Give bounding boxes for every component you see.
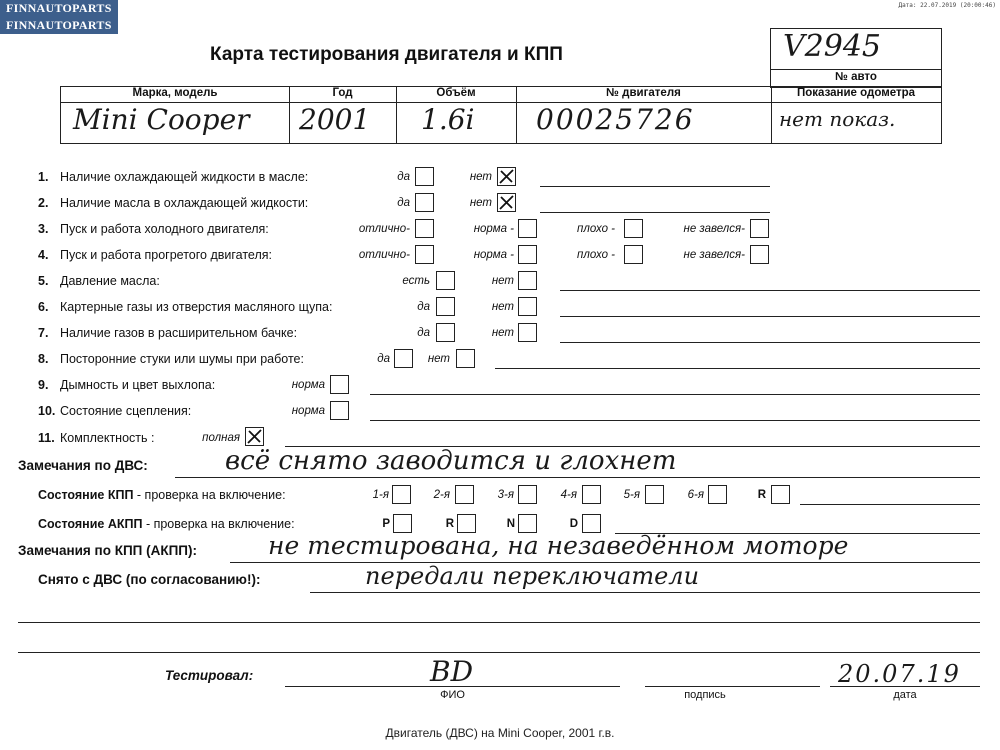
vehicle-volume: 1.6i bbox=[421, 103, 475, 136]
gear-label: 4-я bbox=[560, 489, 577, 501]
image-caption: Двигатель (ДВС) на Mini Cooper, 2001 г.в. bbox=[385, 726, 615, 740]
gear-r-checkbox[interactable] bbox=[771, 485, 790, 504]
check-mark-icon bbox=[246, 428, 263, 445]
blank-line bbox=[18, 652, 980, 653]
item-6: 6. Картерные газы из отверстия масляного щупа: bbox=[38, 300, 333, 314]
item-6-line bbox=[560, 316, 980, 317]
item-9-normal-checkbox[interactable] bbox=[330, 375, 349, 394]
item-5-no-checkbox[interactable] bbox=[518, 271, 537, 290]
removed-label: Снято с ДВС (по согласованию!): bbox=[38, 572, 261, 587]
item-1-yes-checkbox[interactable] bbox=[415, 167, 434, 186]
item-10: 10. Состояние сцепления: bbox=[38, 404, 192, 418]
item-4-option-label: не завелся- bbox=[683, 249, 745, 261]
item-10-option-label: норма bbox=[291, 405, 325, 417]
manual-check-label: Состояние КПП - проверка на включение: bbox=[38, 488, 286, 502]
auto-check-label: Состояние АКПП - проверка на включение: bbox=[38, 517, 295, 531]
item-3-option-label: отлично- bbox=[358, 223, 410, 235]
header-year: Год bbox=[332, 87, 353, 99]
item-7-no-checkbox[interactable] bbox=[518, 323, 537, 342]
item-4: 4. Пуск и работа прогретого двигателя: bbox=[38, 248, 272, 262]
check-mark-icon bbox=[498, 168, 515, 185]
item-6-option-label: нет bbox=[491, 301, 514, 313]
item-7-option-label: нет bbox=[491, 327, 514, 339]
remarks-gearbox-label: Замечания по КПП (АКПП): bbox=[18, 543, 197, 558]
item-1-no-checkbox[interactable] bbox=[497, 167, 516, 186]
item-4-excellent-checkbox[interactable] bbox=[415, 245, 434, 264]
header-engine-no: № двигателя bbox=[606, 87, 681, 99]
logo-line-2: FINNAUTOPARTS bbox=[0, 17, 118, 34]
item-2-yes-checkbox[interactable] bbox=[415, 193, 434, 212]
manual-check-line bbox=[800, 504, 980, 505]
item-4-normal-checkbox[interactable] bbox=[518, 245, 537, 264]
gear-4-checkbox[interactable] bbox=[582, 485, 601, 504]
fio-caption: ФИО bbox=[440, 689, 465, 701]
date-stamp: Дата: 22.07.2019 (20:00:46) bbox=[898, 2, 996, 9]
date-caption: дата bbox=[893, 689, 917, 701]
item-3-option-label: не завелся- bbox=[683, 223, 745, 235]
gear-label: 2-я bbox=[433, 489, 450, 501]
fio-line bbox=[285, 686, 620, 687]
item-2-line bbox=[540, 212, 770, 213]
gear-label: R bbox=[757, 489, 766, 501]
item-7: 7. Наличие газов в расширительном бачке: bbox=[38, 326, 298, 340]
item-2-no-checkbox[interactable] bbox=[497, 193, 516, 212]
item-3-excellent-checkbox[interactable] bbox=[415, 219, 434, 238]
item-3-normal-checkbox[interactable] bbox=[518, 219, 537, 238]
vehicle-year: 2001 bbox=[299, 103, 371, 136]
gear-label: 5-я bbox=[623, 489, 640, 501]
item-11: 11. Комплектность : bbox=[38, 431, 155, 445]
item-8-option-label: да bbox=[377, 353, 390, 365]
item-5-option-label: нет bbox=[491, 275, 514, 287]
item-11-option-label: полная bbox=[202, 432, 240, 444]
remarks-gearbox-value: не тестирована, на незаведённом моторе bbox=[268, 531, 849, 560]
item-9-option-label: норма bbox=[291, 379, 325, 391]
date-line bbox=[830, 686, 980, 687]
removed-value: передали переключатели bbox=[365, 562, 700, 590]
vehicle-brand: Mini Cooper bbox=[73, 103, 250, 136]
item-1-option-label: да bbox=[397, 171, 410, 183]
gear-label: P bbox=[382, 518, 390, 530]
item-4-option-label: норма - bbox=[473, 249, 514, 261]
item-4-not-started-checkbox[interactable] bbox=[750, 245, 769, 264]
item-8-line bbox=[495, 368, 980, 369]
item-5-yes-checkbox[interactable] bbox=[436, 271, 455, 290]
item-10-normal-checkbox[interactable] bbox=[330, 401, 349, 420]
tester-signature: BD bbox=[430, 655, 474, 688]
item-6-no-checkbox[interactable] bbox=[518, 297, 537, 316]
gear-label: 1-я bbox=[372, 489, 389, 501]
item-11-full-checkbox[interactable] bbox=[245, 427, 264, 446]
item-1-line bbox=[540, 186, 770, 187]
item-2: 2. Наличие масла в охлаждающей жидкости: bbox=[38, 196, 309, 210]
item-2-option-label: да bbox=[397, 197, 410, 209]
header-odometer: Показание одометра bbox=[797, 87, 915, 99]
item-3-option-label: норма - bbox=[473, 223, 514, 235]
item-1-option-label: нет bbox=[469, 171, 492, 183]
item-5: 5. Давление масла: bbox=[38, 274, 160, 288]
item-7-option-label: да bbox=[417, 327, 430, 339]
vehicle-odometer: нет показ. bbox=[779, 107, 896, 131]
remarks-engine-line bbox=[175, 477, 980, 478]
item-1: 1. Наличие охлаждающей жидкости в масле: bbox=[38, 170, 309, 184]
test-date: 20.07.19 bbox=[838, 660, 961, 688]
signature-line bbox=[645, 686, 820, 687]
remarks-engine-value: всё снято заводится и глохнет bbox=[225, 446, 677, 476]
auto-number-value: V2945 bbox=[783, 29, 882, 64]
item-5-option-label: есть bbox=[402, 275, 430, 287]
header-brand: Марка, модель bbox=[132, 87, 218, 99]
item-3-option-label: плохо - bbox=[577, 223, 615, 235]
item-7-yes-checkbox[interactable] bbox=[436, 323, 455, 342]
item-8-option-label: нет bbox=[427, 353, 450, 365]
removed-line bbox=[310, 592, 980, 593]
gear-2-checkbox[interactable] bbox=[455, 485, 474, 504]
item-3-not-started-checkbox[interactable] bbox=[750, 219, 769, 238]
item-5-line bbox=[560, 290, 980, 291]
item-9-line bbox=[370, 394, 980, 395]
vehicle-table bbox=[60, 86, 942, 144]
vehicle-engine-no: 00025726 bbox=[536, 103, 695, 136]
item-4-bad-checkbox[interactable] bbox=[624, 245, 643, 264]
item-8-no-checkbox[interactable] bbox=[456, 349, 475, 368]
tested-label: Тестировал: bbox=[165, 668, 254, 683]
gear-5-checkbox[interactable] bbox=[645, 485, 664, 504]
gear-3-checkbox[interactable] bbox=[518, 485, 537, 504]
blank-line bbox=[18, 622, 980, 623]
gear-1-checkbox[interactable] bbox=[392, 485, 411, 504]
gear-label: 3-я bbox=[497, 489, 514, 501]
auto-number-label: № авто bbox=[835, 71, 877, 83]
header-volume: Объём bbox=[436, 87, 476, 99]
item-4-option-label: плохо - bbox=[577, 249, 615, 261]
item-8: 8. Посторонние стуки или шумы при работе: bbox=[38, 352, 304, 366]
gear-label: D bbox=[569, 518, 578, 530]
item-3: 3. Пуск и работа холодного двигателя: bbox=[38, 222, 269, 236]
logo-line-1: FINNAUTOPARTS bbox=[0, 0, 118, 17]
gear-label: 6-я bbox=[687, 489, 704, 501]
item-3-bad-checkbox[interactable] bbox=[624, 219, 643, 238]
item-2-option-label: нет bbox=[469, 197, 492, 209]
item-4-option-label: отлично- bbox=[358, 249, 410, 261]
signature-caption: подпись bbox=[684, 689, 726, 701]
item-6-yes-checkbox[interactable] bbox=[436, 297, 455, 316]
gear-label: N bbox=[506, 518, 515, 530]
check-mark-icon bbox=[498, 194, 515, 211]
auto-number-box bbox=[770, 28, 942, 88]
item-9: 9. Дымность и цвет выхлопа: bbox=[38, 378, 216, 392]
item-10-line bbox=[370, 420, 980, 421]
item-7-line bbox=[560, 342, 980, 343]
gear-6-checkbox[interactable] bbox=[708, 485, 727, 504]
gear-label: R bbox=[445, 518, 454, 530]
page-title: Карта тестирования двигателя и КПП bbox=[210, 44, 563, 65]
item-6-option-label: да bbox=[417, 301, 430, 313]
remarks-engine-label: Замечания по ДВС: bbox=[18, 458, 148, 473]
